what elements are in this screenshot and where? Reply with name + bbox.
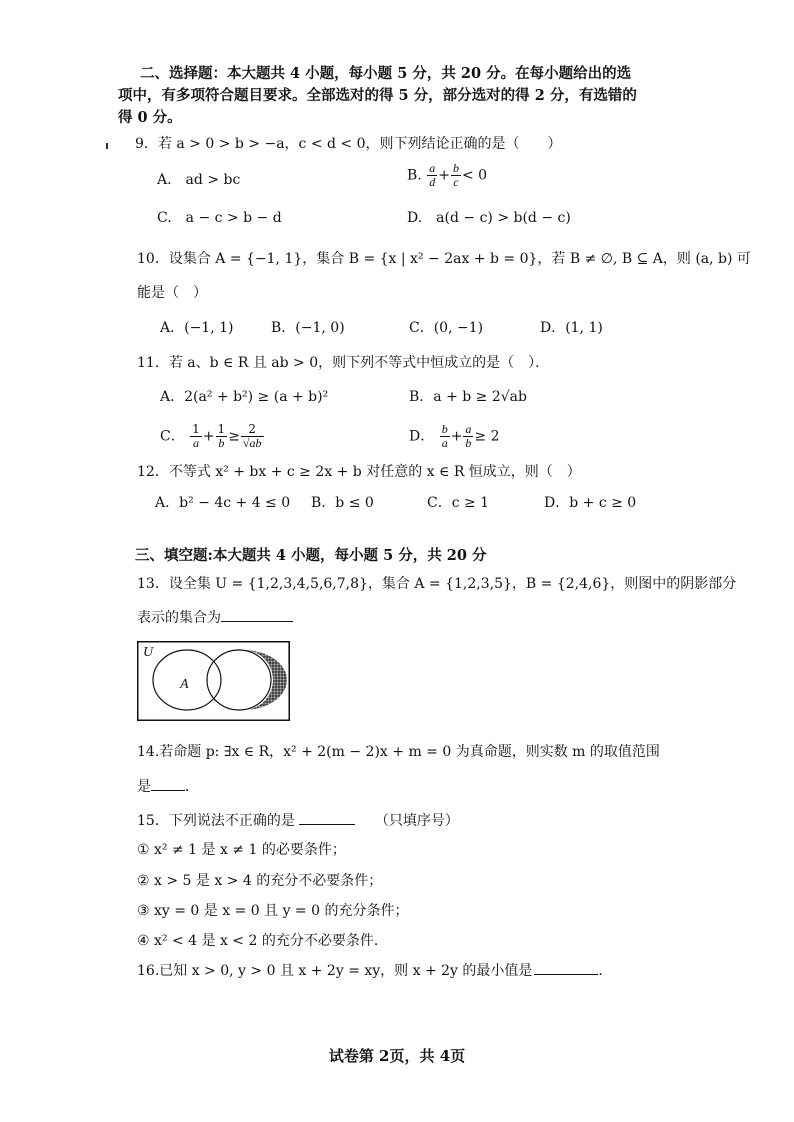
q9-option-c[interactable]: C. a − c > b − d — [157, 210, 282, 226]
q16-stem-tail: ． — [598, 963, 613, 979]
q10-option-b[interactable]: B．(−1, 0) — [271, 320, 345, 336]
section2-line1: 二、选择题：本大题共 4 小题，每小题 5 分，共 20 分。在每小题给出的选 — [140, 65, 632, 82]
section2-line2: 项中，有多项符合题目要求。全部选对的得 5 分，部分选对的得 2 分，有选错的 — [118, 87, 637, 104]
q13-stem-2-text: 表示的集合为 — [137, 610, 221, 626]
q11-stem: 11．若 a、b ∈ R 且 ab > 0，则下列不等式中恒成立的是（ ）． — [137, 355, 550, 371]
q13-stem-2 — [137, 607, 293, 628]
q15-item-4: ④ x² < 4 是 x < 2 的充分不必要条件． — [137, 933, 388, 949]
q15-item-3: ③ xy = 0 是 x = 0 且 y = 0 的充分条件； — [137, 903, 409, 919]
q13-stem: 13．设全集 U = {1,2,3,4,5,6,7,8}，集合 A = {1,2,3,5}，B = {2,4,6}，则图中的阴影部分 — [137, 576, 737, 592]
q11-c-fraction-3: $\frac{2}{√ab}$ — [242, 422, 262, 450]
q12-stem: 12．不等式 x² + bx + c ≥ 2x + b 对任意的 x ∈ R 恒成立，则（ ） — [137, 464, 581, 480]
q9-stem: 9．若 a > 0 > b > −a，c < d < 0，则下列结论正确的是（ ） — [135, 136, 562, 152]
q10-option-a[interactable]: A．(−1, 1) — [160, 320, 234, 336]
margin-tick — [106, 143, 108, 149]
q11-c-fraction-1: $\frac{1}{a}$ — [192, 422, 200, 450]
venn-label-a: A — [180, 677, 189, 692]
q10-option-c[interactable]: C．(0, −1) — [409, 320, 484, 336]
q13-answer-blank[interactable] — [221, 607, 293, 622]
venn-label-u: U — [143, 645, 154, 660]
q11-d-fraction-1: $\frac{b}{a}$ — [441, 422, 448, 450]
q12-option-c[interactable]: C．c ≥ 1 — [427, 495, 490, 511]
q9-option-b[interactable]: B. $\frac{a}{d}$ + $\frac{b}{c}$ < 0 — [407, 161, 488, 189]
q10-stem: 10．设集合 A = {−1, 1}，集合 B = {x | x² − 2ax + b = 0}，若 B ≠ ∅, B ⊆ A，则 (a, b) 可 — [137, 251, 751, 267]
venn-universe-rect — [138, 642, 290, 721]
q15-stem-text: 15．下列说法不正确的是 — [137, 813, 295, 829]
q16-stem — [137, 960, 612, 981]
q11-d-fraction-2: $\frac{a}{b}$ — [465, 422, 472, 450]
q11-c-fraction-2: $\frac{1}{b}$ — [217, 422, 226, 450]
q9-b-fraction-2: $\frac{b}{c}$ — [452, 161, 459, 189]
q14-stem-2-tail: ． — [185, 779, 199, 795]
q14-stem-2 — [137, 776, 199, 797]
q12-option-b[interactable]: B．b ≤ 0 — [311, 495, 374, 511]
q15-item-1: ① x² ≠ 1 是 x ≠ 1 的必要条件； — [137, 842, 346, 858]
section3-heading: 三、填空题:本大题共 4 小题，每小题 5 分，共 20 分 — [135, 547, 487, 564]
section2-line3: 得 0 分。 — [118, 109, 182, 126]
q11-option-c-label: C． — [160, 428, 185, 445]
q15-hint: （只填序号） — [374, 813, 459, 829]
q12-option-a[interactable]: A．b² − 4c + 4 ≤ 0 — [155, 495, 291, 511]
q15-stem — [137, 810, 459, 831]
q10-stem-2: 能是（ ） — [137, 285, 207, 301]
q11-option-c[interactable]: C． $\frac{1}{a}$ + $\frac{1}{b}$ ≥ $\frac{2}{√ab}$ — [160, 422, 262, 450]
q9-option-a[interactable]: A. ad > bc — [157, 172, 241, 188]
q11-option-b[interactable]: B．a + b ≥ 2√ab — [409, 389, 527, 405]
q14-stem: 14.若命题 p: ∃x ∈ R，x² + 2(m − 2)x + m = 0 为真命题，则实数 m 的取值范围 — [137, 744, 660, 760]
page-footer: 试卷第 2页，共 4页 — [328, 1047, 466, 1065]
q9-option-d[interactable]: D. a(d − c) > b(d − c) — [407, 210, 571, 226]
venn-shaded-region — [243, 650, 287, 710]
q11-option-a[interactable]: A．2(a² + b²) ≥ (a + b)² — [160, 389, 329, 405]
q15-answer-blank[interactable] — [299, 810, 355, 825]
q16-answer-blank[interactable] — [534, 960, 598, 975]
q12-option-d[interactable]: D．b + c ≥ 0 — [544, 495, 637, 511]
q14-stem-2-text: 是 — [137, 779, 151, 795]
q10-option-d[interactable]: D．(1, 1) — [540, 320, 603, 336]
q11-option-d[interactable]: D． $\frac{b}{a}$ + $\frac{a}{b}$ ≥ 2 — [409, 422, 500, 450]
q14-answer-blank[interactable] — [151, 776, 185, 791]
q11-option-d-label: D． — [409, 428, 435, 445]
q9-b-fraction-1: $\frac{a}{d}$ — [429, 161, 436, 189]
venn-circle-b — [207, 650, 271, 710]
q16-stem-text: 16.已知 x > 0, y > 0 且 x + 2y = xy，则 x + 2y 的最小值是 — [137, 963, 533, 979]
venn-diagram — [137, 641, 290, 721]
q9-option-b-label: B. — [407, 167, 422, 184]
q15-item-2: ② x > 5 是 x > 4 的充分不必要条件； — [137, 873, 383, 889]
